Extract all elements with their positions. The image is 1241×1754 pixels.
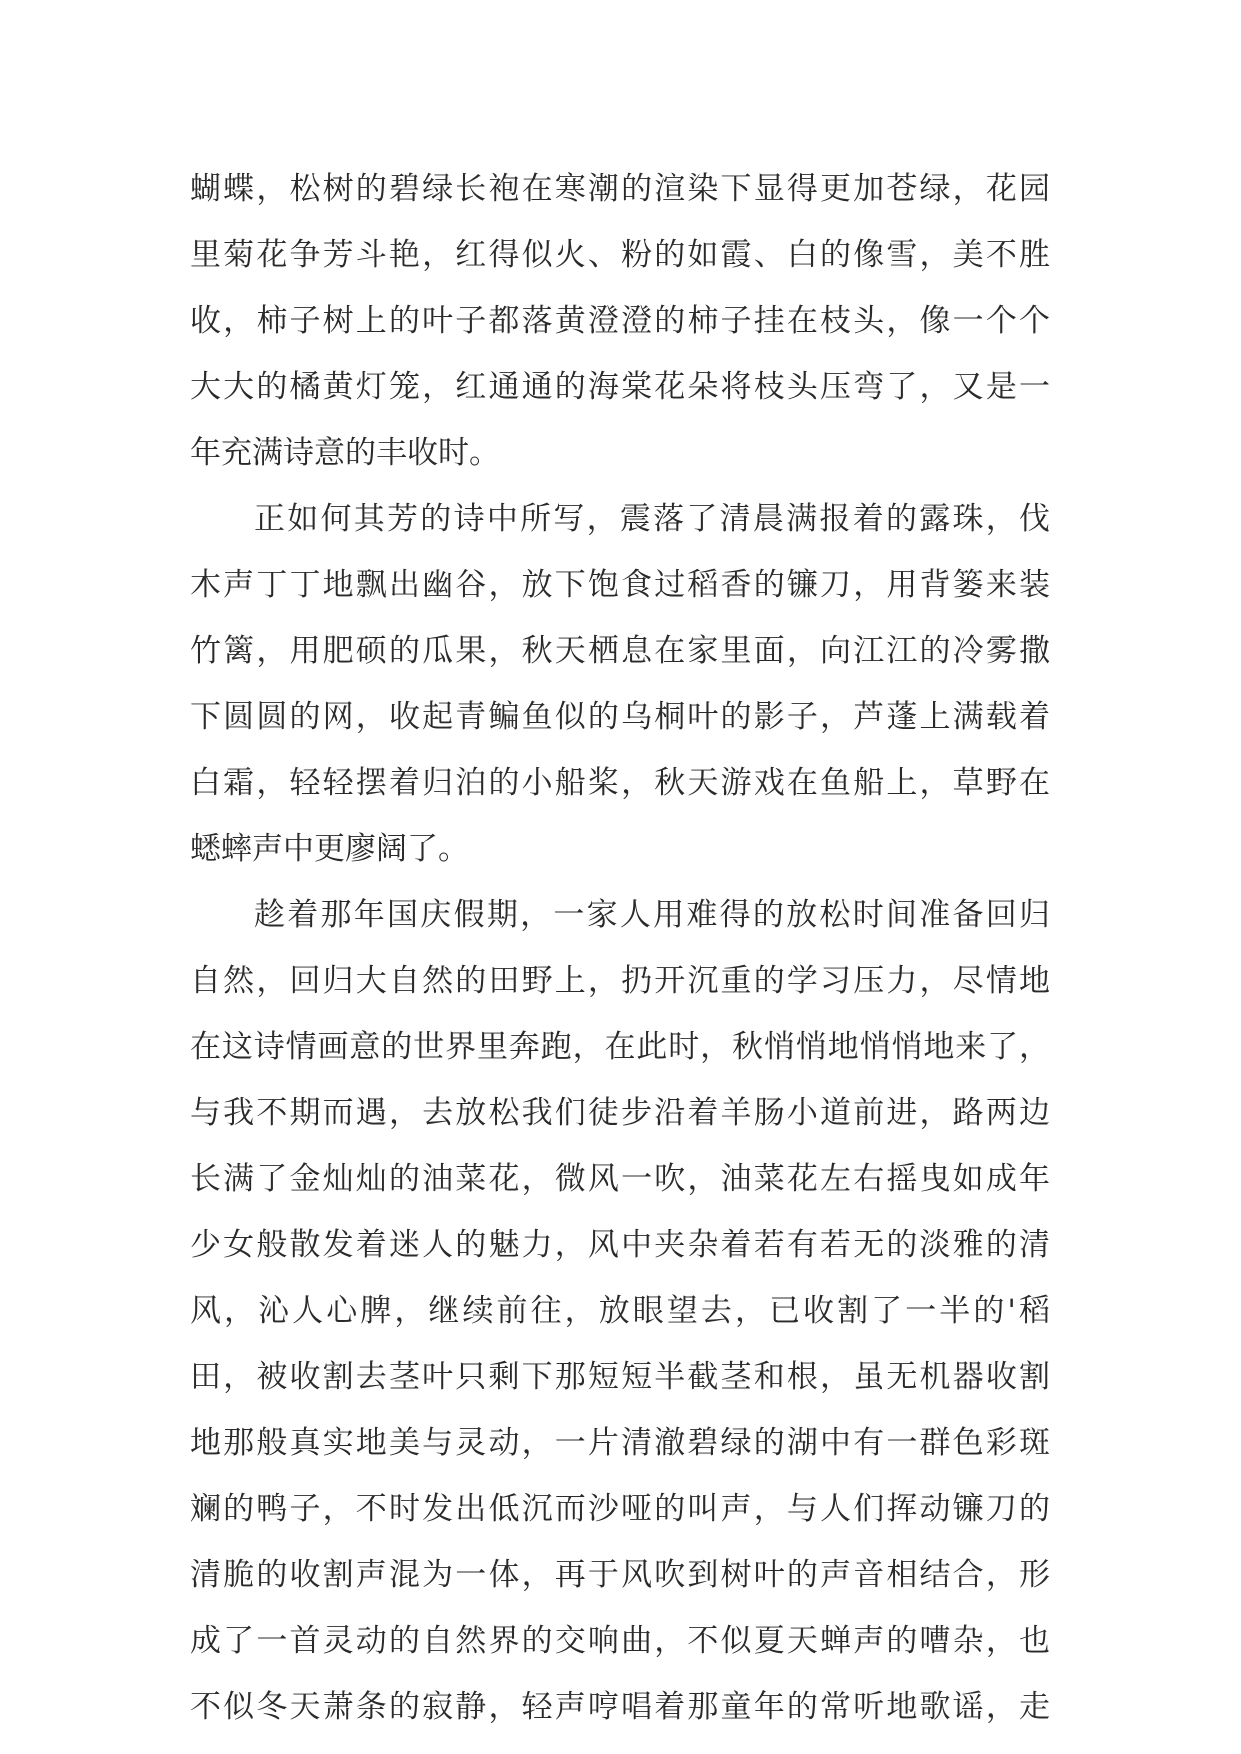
text-line-content: 趁着那年国庆假期，一家人用难得的放松时间准备回归 — [254, 897, 1050, 933]
text-line — [190, 684, 1050, 750]
text-line-content: 竹篱，用肥硕的瓜果，秋天栖息在家里面，向江江的冷雾撒 — [190, 633, 1050, 669]
text-line-content: 地那般真实地美与灵动，一片清澈碧绿的湖中有一群色彩斑 — [190, 1425, 1050, 1461]
text-line — [190, 1278, 1050, 1344]
text-line — [190, 948, 1050, 1014]
text-line — [190, 1476, 1050, 1542]
text-line — [190, 420, 1050, 486]
paragraph-3 — [190, 882, 1050, 1740]
text-line-content: 斓的鸭子，不时发出低沉而沙哑的叫声，与人们挥动镰刀的 — [190, 1491, 1050, 1527]
text-line — [190, 750, 1050, 816]
text-line-content: 白霜，轻轻摆着归泊的小船桨，秋天游戏在鱼船上，草野在 — [190, 765, 1050, 801]
text-line-content: 自然，回归大自然的田野上，扔开沉重的学习压力，尽情地 — [190, 963, 1050, 999]
text-line-content: 里菊花争芳斗艳，红得似火、粉的如霞、白的像雪，美不胜 — [190, 237, 1050, 273]
text-line-content: 风，沁人心脾，继续前往，放眼望去，已收割了一半的'稻 — [190, 1293, 1050, 1329]
text-line — [190, 1212, 1050, 1278]
document-body — [190, 156, 1050, 1740]
text-line-content: 在这诗情画意的世界里奔跑，在此时，秋悄悄地悄悄地来了， — [190, 1029, 1050, 1065]
text-line-content: 大大的橘黄灯笼，红通通的海棠花朵将枝头压弯了，又是一 — [190, 369, 1050, 405]
text-line — [190, 1542, 1050, 1608]
text-line — [190, 552, 1050, 618]
paragraph-1 — [190, 156, 1050, 486]
paragraph-2 — [190, 486, 1050, 882]
text-line — [190, 288, 1050, 354]
text-line — [190, 1080, 1050, 1146]
text-line-content: 收，柿子树上的叶子都落黄澄澄的柿子挂在枝头，像一个个 — [190, 303, 1050, 339]
text-line — [190, 156, 1050, 222]
text-line-content: 少女般散发着迷人的魅力，风中夹杂着若有若无的淡雅的清 — [190, 1227, 1050, 1263]
text-line-content: 长满了金灿灿的油菜花，微风一吹，油菜花左右摇曳如成年 — [190, 1161, 1050, 1197]
text-line-indented — [190, 486, 1050, 552]
text-line — [190, 618, 1050, 684]
text-line-indented — [190, 882, 1050, 948]
text-line — [190, 1674, 1050, 1740]
text-line-content: 田，被收割去茎叶只剩下那短短半截茎和根，虽无机器收割 — [190, 1359, 1050, 1395]
text-line — [190, 1410, 1050, 1476]
text-line — [190, 1014, 1050, 1080]
text-line-content: 下圆圆的网，收起青鳊鱼似的乌桐叶的影子，芦蓬上满载着 — [190, 699, 1050, 735]
text-line-content: 年充满诗意的丰收时。 — [190, 435, 500, 471]
text-line — [190, 1608, 1050, 1674]
text-line-content: 清脆的收割声混为一体，再于风吹到树叶的声音相结合，形 — [190, 1557, 1050, 1593]
text-line — [190, 1146, 1050, 1212]
text-line-content: 蝴蝶，松树的碧绿长袍在寒潮的渲染下显得更加苍绿，花园 — [190, 171, 1050, 207]
text-line-content: 不似冬天萧条的寂静，轻声哼唱着那童年的常听地歌谣，走 — [190, 1689, 1050, 1725]
text-line — [190, 1344, 1050, 1410]
text-line-content: 蟋蟀声中更廖阔了。 — [190, 831, 469, 867]
text-line-content: 正如何其芳的诗中所写，震落了清晨满报着的露珠，伐 — [254, 501, 1050, 537]
text-line-content: 与我不期而遇，去放松我们徒步沿着羊肠小道前进，路两边 — [190, 1095, 1050, 1131]
text-line — [190, 222, 1050, 288]
text-line — [190, 354, 1050, 420]
text-line — [190, 816, 1050, 882]
text-line-content: 成了一首灵动的自然界的交响曲，不似夏天蝉声的嘈杂，也 — [190, 1623, 1050, 1659]
text-line-content: 木声丁丁地飘出幽谷，放下饱食过稻香的镰刀，用背篓来装 — [190, 567, 1050, 603]
